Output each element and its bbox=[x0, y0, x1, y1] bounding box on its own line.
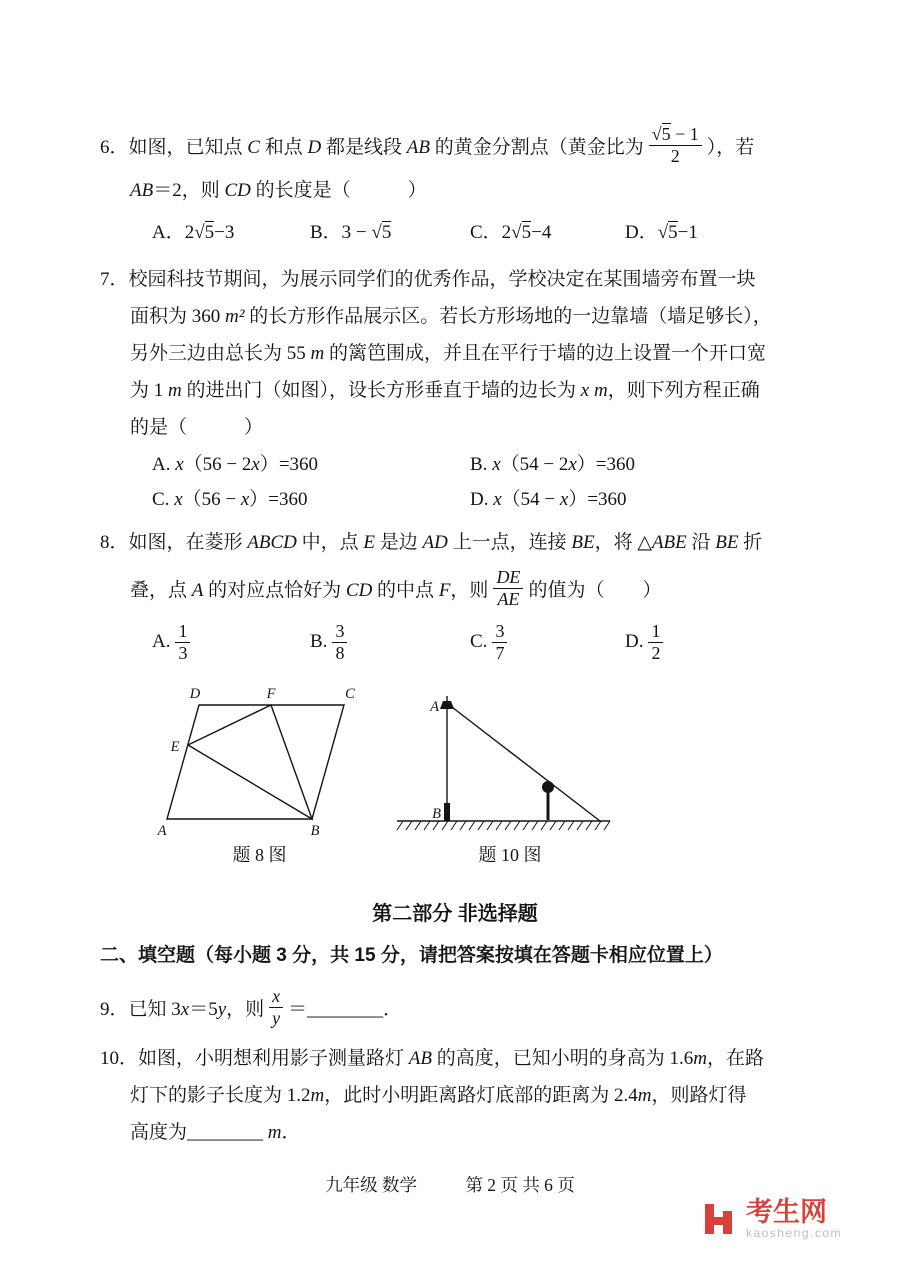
question-8-text-2b: 的值为（ ） bbox=[528, 579, 662, 601]
fraction-numerator: 3 bbox=[332, 621, 347, 643]
vertex-label-e: E bbox=[170, 739, 180, 756]
question-9-blank: ＝________． bbox=[288, 998, 403, 1020]
fraction-denominator: 3 bbox=[178, 642, 188, 663]
vertex-label-b: B bbox=[310, 823, 320, 840]
fraction-denominator: 7 bbox=[495, 642, 505, 663]
question-10 bbox=[100, 1040, 810, 1151]
question-6-text-1a: 6．如图，已知点 C 和点 D 都是线段 AB 的黄金分割点（黄金比为 bbox=[100, 136, 644, 158]
q6-option-b: B．3 − √5 bbox=[310, 222, 392, 243]
fraction-denominator: y bbox=[272, 1007, 281, 1028]
fraction-denominator: AE bbox=[497, 588, 520, 609]
option-fraction bbox=[332, 621, 347, 663]
question-7-line-5: 的是（ ） bbox=[130, 417, 264, 438]
person-head bbox=[542, 781, 554, 793]
question-7-line-1: 7．校园科技节期间，为展示同学们的优秀作品，学校决定在某围墙旁布置一块 bbox=[100, 269, 756, 290]
fill-in-section-header: 二、填空题（每小题 3 分，共 15 分，请把答案按填在答题卡相应位置上） bbox=[100, 945, 723, 967]
question-9-line bbox=[100, 980, 810, 1034]
kaosheng-logo-icon bbox=[702, 1201, 738, 1237]
question-6-line-1 bbox=[100, 118, 810, 172]
q7-option-c: C. x（56 − x）=360 bbox=[152, 489, 308, 510]
q7-option-a: A. x（56 − 2x）=360 bbox=[152, 454, 319, 475]
pole-base bbox=[444, 803, 450, 821]
page-footer bbox=[0, 1172, 900, 1197]
question-8 bbox=[100, 524, 810, 663]
q7-option-d: D. x（54 − x）=360 bbox=[470, 489, 627, 510]
footer-page-number: 第 2 页 共 6 页 bbox=[465, 1175, 575, 1195]
question-10-line-2: 灯下的影子长度为 1.2m，此时小明距离路灯底部的距离为 2.4m，则路灯得 bbox=[130, 1085, 747, 1107]
figures-row bbox=[100, 671, 810, 867]
watermark-brand: 考生网 bbox=[745, 1197, 827, 1227]
fraction-denominator: 2 bbox=[651, 642, 661, 663]
vertex-label-a: A bbox=[157, 823, 167, 840]
question-8-line-1: 8．如图，在菱形 ABCD 中，点 E 是边 AD 上一点，连接 BE，将 △ABE 沿 BE 折 bbox=[100, 532, 763, 553]
q8-option-c bbox=[470, 621, 625, 663]
page-content bbox=[100, 112, 810, 1151]
figure-q10-caption: 题 10 图 bbox=[478, 845, 542, 866]
fraction-numerator: 3 bbox=[492, 621, 507, 643]
question-7-options bbox=[100, 448, 810, 516]
section-2-title: 第二部分 非选择题 bbox=[372, 903, 538, 926]
question-7-line-2: 面积为 360 m² 的长方形作品展示区。若长方形场地的一边靠墙（墙足够长）， bbox=[130, 306, 772, 327]
lamp-label-a: A bbox=[430, 699, 439, 716]
lamp-label-b: B bbox=[432, 806, 441, 823]
question-6-text-1b: ），若 bbox=[706, 136, 755, 158]
option-label: C. bbox=[470, 631, 488, 653]
q6-option-d: D．√5−1 bbox=[625, 222, 698, 243]
vertex-label-c: C bbox=[345, 686, 355, 703]
question-8-options bbox=[100, 621, 810, 663]
q8-option-b bbox=[310, 621, 470, 663]
option-label: D. bbox=[625, 631, 644, 653]
question-7-line-3: 另外三边由总长为 55 m 的篱笆围成，并且在平行于墙的边上设置一个开口宽 bbox=[130, 343, 767, 364]
figure-q8-caption: 题 8 图 bbox=[232, 845, 287, 866]
footer-subject: 九年级 数学 bbox=[325, 1175, 418, 1195]
option-fraction bbox=[648, 621, 663, 663]
question-10-line-1: 10．如图，小明想利用影子测量路灯 AB 的高度，已知小明的身高为 1.6m，在路 bbox=[100, 1048, 764, 1070]
question-7-line-4: 为 1 m 的进出门（如图），设长方形垂直于墙的边长为 x m，则下列方程正确 bbox=[130, 380, 760, 401]
q7-option-b: B. x（54 − 2x）=360 bbox=[470, 454, 635, 475]
watermark bbox=[702, 1198, 842, 1240]
question-6 bbox=[100, 118, 810, 253]
question-7 bbox=[100, 261, 810, 516]
x-over-y-fraction bbox=[269, 986, 283, 1028]
option-fraction bbox=[175, 621, 190, 663]
fraction-numerator: √5 − 1 bbox=[649, 124, 702, 146]
fraction-numerator: 1 bbox=[175, 621, 190, 643]
question-6-line-2: AB＝2，则 CD 的长度是（ ） bbox=[130, 180, 427, 201]
option-fraction bbox=[492, 621, 507, 663]
option-label: B. bbox=[310, 631, 328, 653]
vertex-label-f: F bbox=[266, 686, 276, 703]
question-8-text-2a: 叠，点 A 的对应点恰好为 CD 的中点 F，则 bbox=[130, 579, 489, 601]
watermark-domain: kaosheng.com bbox=[745, 1226, 842, 1241]
option-label: A. bbox=[152, 631, 171, 653]
figure-q10-box bbox=[395, 671, 625, 867]
question-10-line-3: 高度为________ m． bbox=[130, 1122, 301, 1144]
fraction-numerator: x bbox=[269, 986, 283, 1008]
figure-q8-rhombus bbox=[152, 671, 367, 839]
fraction-denominator: 2 bbox=[670, 145, 680, 166]
question-9-text-a: 9．已知 3x＝5y，则 bbox=[100, 998, 265, 1020]
de-ae-fraction bbox=[493, 567, 523, 609]
q8-option-d bbox=[625, 621, 810, 663]
fraction-numerator: 1 bbox=[648, 621, 663, 643]
fraction-denominator: 8 bbox=[335, 642, 345, 663]
question-9 bbox=[100, 980, 810, 1034]
q6-option-c: C．2√5−4 bbox=[470, 222, 552, 243]
q6-option-a: A．2√5−3 bbox=[152, 222, 235, 243]
figure-q8-box bbox=[152, 671, 367, 867]
fraction-numerator: DE bbox=[493, 567, 523, 589]
vertex-label-d: D bbox=[189, 686, 201, 703]
figure-q10-streetlamp bbox=[395, 671, 625, 839]
q8-option-a bbox=[152, 621, 310, 663]
question-6-options bbox=[100, 213, 810, 253]
golden-ratio-fraction bbox=[649, 124, 702, 166]
question-8-line-2 bbox=[100, 561, 810, 615]
